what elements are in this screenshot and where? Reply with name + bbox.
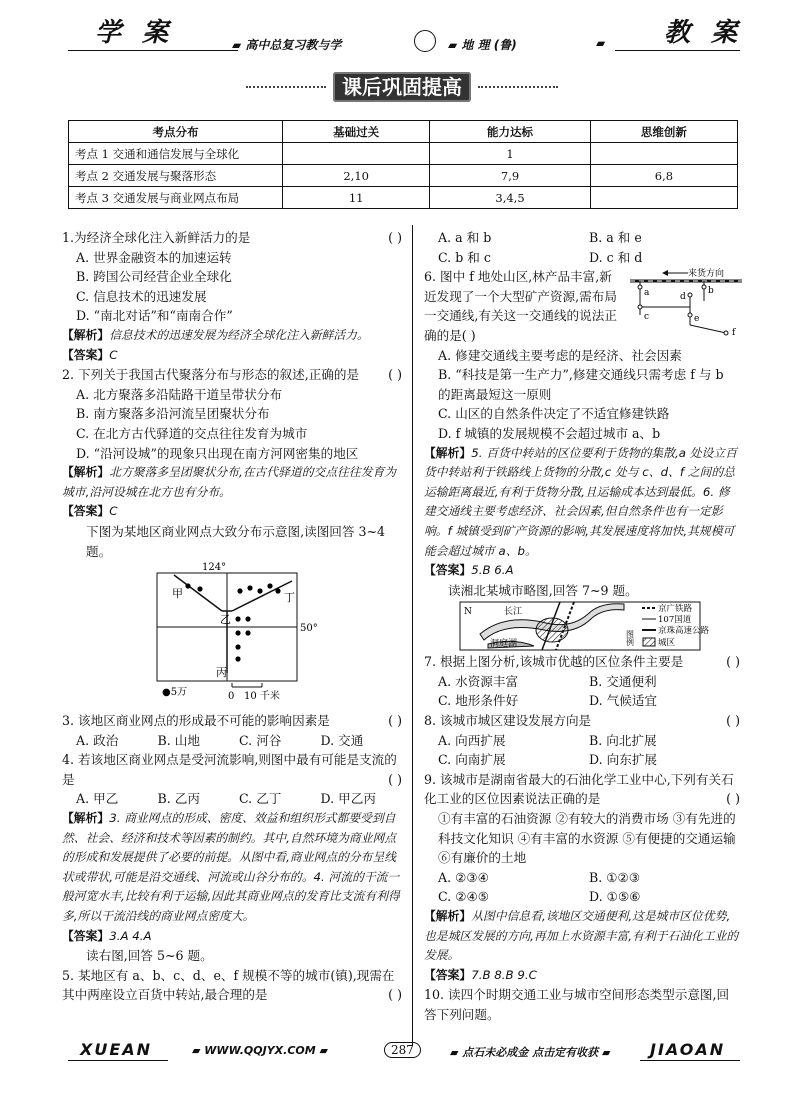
option: B. 跨国公司经营企业全球化 — [76, 269, 232, 285]
diag-f: f — [732, 328, 736, 338]
question-2: ( ) 2. 下列关于我国古代聚落分布与形态的叙述,正确的是 — [62, 367, 402, 383]
option: B. 乙丙 — [157, 791, 200, 807]
options-row — [424, 868, 740, 888]
right-column — [424, 228, 740, 1025]
table-row — [69, 187, 738, 209]
table-header: 思维创新 — [590, 121, 737, 143]
intro-7-9: 读湘北某城市略图,回答 7~9 题。 — [448, 582, 638, 598]
table-cell: 2,10 — [283, 165, 430, 187]
option: A. ②③④ — [438, 869, 489, 885]
option: D. 交通 — [320, 732, 364, 748]
city-map — [424, 600, 740, 652]
table-cell — [590, 187, 737, 209]
table-cell: 11 — [283, 187, 430, 209]
options-row — [424, 887, 740, 907]
table-cell: 3,4,5 — [430, 187, 591, 209]
answer: 【答案】C — [62, 504, 118, 519]
city-lake: 洞庭湖 — [490, 639, 518, 650]
options-row — [424, 691, 740, 711]
option: C. 在北方古代驿道的交点往往发育为城市 — [76, 425, 308, 441]
header-logo-icon — [414, 30, 436, 52]
footer-url: ▰ WWW.QQJYX.COM ▰ — [192, 1044, 329, 1057]
table-cell: 考点 1 交通和通信发展与全球化 — [69, 143, 283, 165]
table-row — [69, 143, 738, 165]
header-left-brand: 学 案 — [95, 18, 175, 48]
table-cell: 考点 3 交通发展与商业网点布局 — [69, 187, 283, 209]
map-label-ding: 丁 — [284, 591, 295, 605]
option: D. f 城镇的发展规模不会超过城市 a、b — [438, 425, 661, 441]
section-title: 课后巩固提高 — [333, 72, 471, 102]
header-rule-left — [68, 50, 238, 51]
question-3: ( ) 3. 该地区商业网点的形成最不可能的影响因素是 — [62, 713, 402, 729]
options-row — [62, 731, 402, 751]
option: D. “沿河设城”的现象只出现在南方河网密集的地区 — [76, 445, 359, 461]
option: B. 交通便利 — [589, 673, 657, 689]
diag-e: e — [694, 314, 700, 325]
diag-a: a — [644, 288, 650, 299]
map-scale-zero: 0 — [228, 691, 235, 703]
footer-right-brand: JIAOAN — [650, 1040, 726, 1059]
footer-page-number: 287 — [384, 1042, 421, 1058]
question-6: 6. 图中 f 地处山区,林产品丰富,新近发现了一个大型矿产资源,需布局一交通线,有关这一交通线的说法正确的是( ) — [424, 269, 617, 343]
question-8: ( ) 8. 该城市城区建设发展方向是 — [424, 713, 740, 729]
option: A. 世界金融资本的加速运转 — [76, 249, 232, 265]
analysis: 【解析】从图中信息看,该地区交通便利,这是城市区位优势,也是城区发展的方向,再加上水资源丰富,有利于石油化工业的发展。 — [424, 909, 739, 963]
option: B. 向北扩展 — [589, 732, 657, 748]
answer: 【答案】3.A 4.A — [62, 928, 152, 943]
analysis: 【解析】北方聚落多呈团聚状分布,在古代驿道的交点往往发育为城市,沿河设城在北方也有分布。 — [62, 465, 397, 499]
options-row — [62, 789, 402, 809]
option: A. 水资源丰富 — [438, 673, 519, 689]
table-cell: 6,8 — [590, 165, 737, 187]
option: A. 甲乙 — [76, 791, 119, 807]
question-4: 4. 若该地区商业网点是受河流影响,则图中最有可能是支流的是 ( ) — [62, 752, 402, 787]
answer: 【答案】5.B 6.A — [424, 563, 514, 578]
option: D. ①⑤⑥ — [589, 889, 641, 905]
option: B. 南方聚落多沿河流呈团聚状分布 — [76, 406, 270, 422]
options-row — [424, 750, 740, 770]
footer-rule-left — [68, 1060, 168, 1061]
option: C. 山区的自然条件决定了不适宜修建铁路 — [438, 406, 670, 422]
table-header: 考点分布 — [69, 121, 283, 143]
answer: 【答案】7.B 8.B 9.C — [424, 967, 537, 982]
option: D. 向东扩展 — [589, 752, 658, 768]
option: A. 向西扩展 — [438, 732, 506, 748]
table-cell — [283, 143, 430, 165]
question-1: ( ) 1.为经济全球化注入新鲜活力的是 — [62, 230, 402, 245]
option: A. 修建交通线主要考虑的是经济、社会因素 — [438, 347, 682, 363]
option: D. 甲乙丙 — [320, 791, 376, 807]
intro-5-6: 读右图,回答 5~6 题。 — [86, 948, 213, 964]
map-label-yi: 乙 — [220, 613, 231, 627]
option: C. ②④⑤ — [438, 889, 490, 905]
option: B. a 和 e — [589, 230, 642, 245]
answer: 【答案】C — [62, 347, 118, 362]
city-legend-title: 图例 — [625, 630, 635, 647]
table-cell: 1 — [430, 143, 591, 165]
option: B. “科技是第一生产力”,修建交通线只需考虑 f 与 b 的距离最短这一原则 — [438, 367, 724, 402]
map-legend: ●5万 — [162, 687, 188, 699]
topic-table — [68, 120, 738, 209]
options-row — [424, 248, 740, 268]
column-divider — [412, 225, 413, 1045]
diag-d: d — [680, 292, 686, 303]
header-rule-right — [615, 50, 740, 51]
commerce-map — [62, 561, 382, 711]
option: A. 北方聚落多沿陆路干道呈带状分布 — [76, 386, 283, 402]
table-cell: 7,9 — [430, 165, 591, 187]
diag-b: b — [708, 286, 714, 297]
header-series: ▰ 高中总复习教与学 — [232, 38, 342, 52]
options-row — [424, 228, 740, 248]
header-subject: ▰ 地 理 (鲁) — [448, 38, 517, 52]
table-cell: 考点 2 交通发展与聚落形态 — [69, 165, 283, 187]
city-river: 长江 — [504, 607, 523, 618]
header-dash: ▰ — [596, 36, 606, 50]
option: B. ①②③ — [589, 869, 641, 885]
table-row — [69, 165, 738, 187]
title-dots-left — [246, 86, 326, 88]
footer-rule-right — [640, 1060, 740, 1061]
option: A. 政治 — [76, 732, 119, 748]
map-label-jia: 甲 — [172, 587, 183, 601]
option: A. a 和 b — [438, 230, 492, 245]
option: C. 河谷 — [239, 732, 282, 748]
map-scale: 10 千米 — [244, 691, 280, 703]
question-7: ( ) 7. 根据上图分析,该城市优越的区位条件主要是 — [424, 654, 740, 670]
city-legend-rail: 京广铁路 — [658, 604, 693, 615]
option: D. 气候适宜 — [589, 693, 658, 709]
option: C. b 和 c — [438, 249, 491, 265]
table-header-row — [69, 121, 738, 143]
city-legend-highway: 京珠高速公路 — [658, 626, 710, 637]
supply-diagram — [626, 267, 746, 337]
option: C. 信息技术的迅速发展 — [76, 288, 207, 304]
analysis: 【解析】信息技术的迅速发展为经济全球化注入新鲜活力。 — [62, 327, 369, 342]
question-9-items: ①有丰富的石油资源 ②有较大的消费市场 ③有先进的科技文化知识 ④有丰富的水资源 ⑤有便捷的交通运输 ⑥有廉价的土地 — [438, 811, 736, 866]
option: C. 向南扩展 — [438, 752, 506, 768]
analysis: 【解析】5. 百货中转站的区位要利于货物的集散,a 处设立百货中转站利于铁路线上货物的分散,c 处与 c、d、f 之间的总运输距离最近,有利于货物分散,且运输成本达到最低。6. 修建交通线主要考虑经济、社会因素,但自然条件也有一定影响。f 城镇受到矿产资源的影响,其发展速度将加快,其规模可能会超过城市 a、b。 — [424, 445, 737, 558]
city-north: N — [464, 607, 472, 618]
table-header: 能力达标 — [430, 121, 591, 143]
question-9: 9. 该城市是湖南省最大的石油化学工业中心,下列有关石化工业的区位因素说法正确的是 ( ) — [424, 771, 740, 807]
footer-left-brand: XUEAN — [80, 1040, 153, 1059]
analysis: 【解析】3. 商业网点的形成、密度、效益和组织形式都要受到自然、社会、经济和技术等因素的制约。其中,自然环境为商业网点的形成和发展提供了必要的前提。从图中看,商业网点的分布呈线状或带状,可能是沿交通线、河流或山谷分布的。4. 河流的干流一般河宽水丰,比较有利于运输,因此其商业网点的发育比支流有利得多,所以干流沿线的商业网点密度大。 — [62, 811, 400, 924]
diag-c: c — [644, 312, 650, 323]
header-right-brand: 教 案 — [664, 18, 744, 48]
option: C. 乙丁 — [239, 791, 282, 807]
table-cell — [590, 143, 737, 165]
table-header: 基础过关 — [283, 121, 430, 143]
option: B. 山地 — [157, 732, 200, 748]
city-legend-urban: 城区 — [658, 638, 676, 649]
question-10: 10. 读四个时期交通工业与城市空间形态类型示意图,回答下列问题。 — [424, 987, 730, 1022]
city-legend-road: 107国道 — [658, 615, 692, 626]
option: D. c 和 d — [589, 249, 643, 265]
option: C. 地形条件好 — [438, 693, 519, 709]
map-lat-label: 50° — [300, 623, 318, 635]
option: D. “南北对话”和“南南合作” — [76, 308, 233, 324]
question-5: 5. 某地区有 a、b、c、d、e、f 规模不等的城市(镇),现需在其中两座设立百货中转站,最合理的是 ( ) — [62, 967, 402, 1003]
options-row — [424, 731, 740, 751]
left-column — [62, 228, 402, 1005]
intro-3-4: 下图为某地区商业网点大致分布示意图,读图回答 3~4题。 — [86, 523, 386, 559]
arrow-label: 来货方向 — [688, 269, 725, 280]
footer-slogan: ▰ 点石未必成金 点击定有收获 ▰ — [450, 1046, 611, 1059]
map-lon-label: 124° — [202, 562, 227, 574]
title-dots-right — [478, 86, 558, 88]
map-label-bing: 丙 — [216, 666, 227, 680]
options-row — [424, 672, 740, 692]
